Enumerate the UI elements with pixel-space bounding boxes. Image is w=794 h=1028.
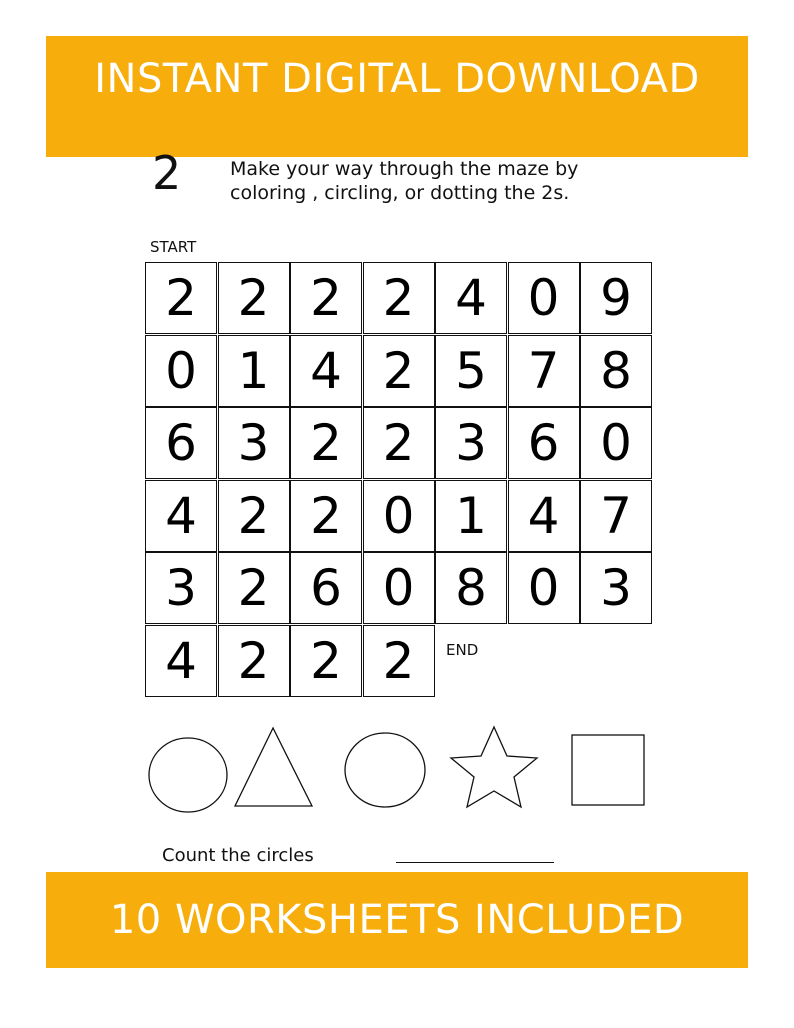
maze-cell[interactable]: 2 (363, 625, 435, 697)
maze-cell[interactable]: 3 (435, 407, 507, 479)
maze-cell[interactable]: 2 (145, 262, 217, 334)
maze-cell[interactable]: 2 (363, 407, 435, 479)
end-label: END (446, 641, 479, 659)
maze-cell[interactable]: 4 (145, 480, 217, 552)
answer-line[interactable] (396, 862, 554, 863)
top-banner (46, 36, 748, 157)
bottom-banner (46, 872, 748, 968)
maze-cell[interactable]: 3 (580, 552, 652, 624)
square-shape (572, 735, 644, 805)
maze-cell[interactable]: 6 (145, 407, 217, 479)
maze-cell[interactable]: 3 (145, 552, 217, 624)
circle-shape-1 (149, 738, 227, 812)
maze-cell[interactable]: 8 (435, 552, 507, 624)
maze-cell[interactable]: 9 (580, 262, 652, 334)
maze-cell[interactable]: 0 (508, 262, 580, 334)
maze-cell[interactable]: 3 (218, 407, 290, 479)
maze-cell[interactable]: 0 (363, 480, 435, 552)
maze-cell[interactable]: 0 (508, 552, 580, 624)
maze-cell[interactable]: 0 (363, 552, 435, 624)
maze-cell[interactable]: 2 (290, 625, 362, 697)
instructions-text: Make your way through the maze by coloring , circling, or dotting the 2s. (230, 158, 579, 204)
maze-cell[interactable]: 2 (218, 262, 290, 334)
maze-cell[interactable]: 4 (290, 335, 362, 407)
maze-cell[interactable]: 2 (218, 552, 290, 624)
maze-cell[interactable]: 1 (435, 480, 507, 552)
maze-cell[interactable]: 4 (508, 480, 580, 552)
triangle-shape (235, 728, 312, 806)
shapes-row (140, 722, 660, 822)
maze-cell[interactable]: 2 (218, 625, 290, 697)
maze-cell[interactable]: 2 (363, 335, 435, 407)
maze-cell[interactable]: 4 (145, 625, 217, 697)
maze-cell[interactable]: 2 (363, 262, 435, 334)
maze-cell[interactable]: 2 (290, 407, 362, 479)
maze-cell[interactable]: 5 (435, 335, 507, 407)
maze-cell[interactable]: 0 (580, 407, 652, 479)
maze-cell[interactable]: 2 (290, 480, 362, 552)
maze-cell[interactable]: 7 (580, 480, 652, 552)
maze-cell[interactable]: 4 (435, 262, 507, 334)
maze-cell[interactable]: 2 (218, 480, 290, 552)
bottom-banner-text: 10 WORKSHEETS INCLUDED (109, 897, 685, 943)
maze-cell[interactable]: 0 (145, 335, 217, 407)
maze-cell[interactable]: 7 (508, 335, 580, 407)
worksheet-number: 2 (152, 146, 182, 200)
top-banner-text: INSTANT DIGITAL DOWNLOAD (94, 56, 700, 102)
maze-cell[interactable]: 2 (290, 262, 362, 334)
count-circles-prompt: Count the circles (162, 845, 314, 866)
circle-shape-2 (345, 733, 425, 807)
maze-cell[interactable]: 1 (218, 335, 290, 407)
maze-cell[interactable]: 6 (290, 552, 362, 624)
maze-cell[interactable]: 8 (580, 335, 652, 407)
maze-cell[interactable]: 6 (508, 407, 580, 479)
star-shape (451, 727, 537, 807)
start-label: START (150, 238, 197, 256)
number-maze (145, 262, 653, 697)
